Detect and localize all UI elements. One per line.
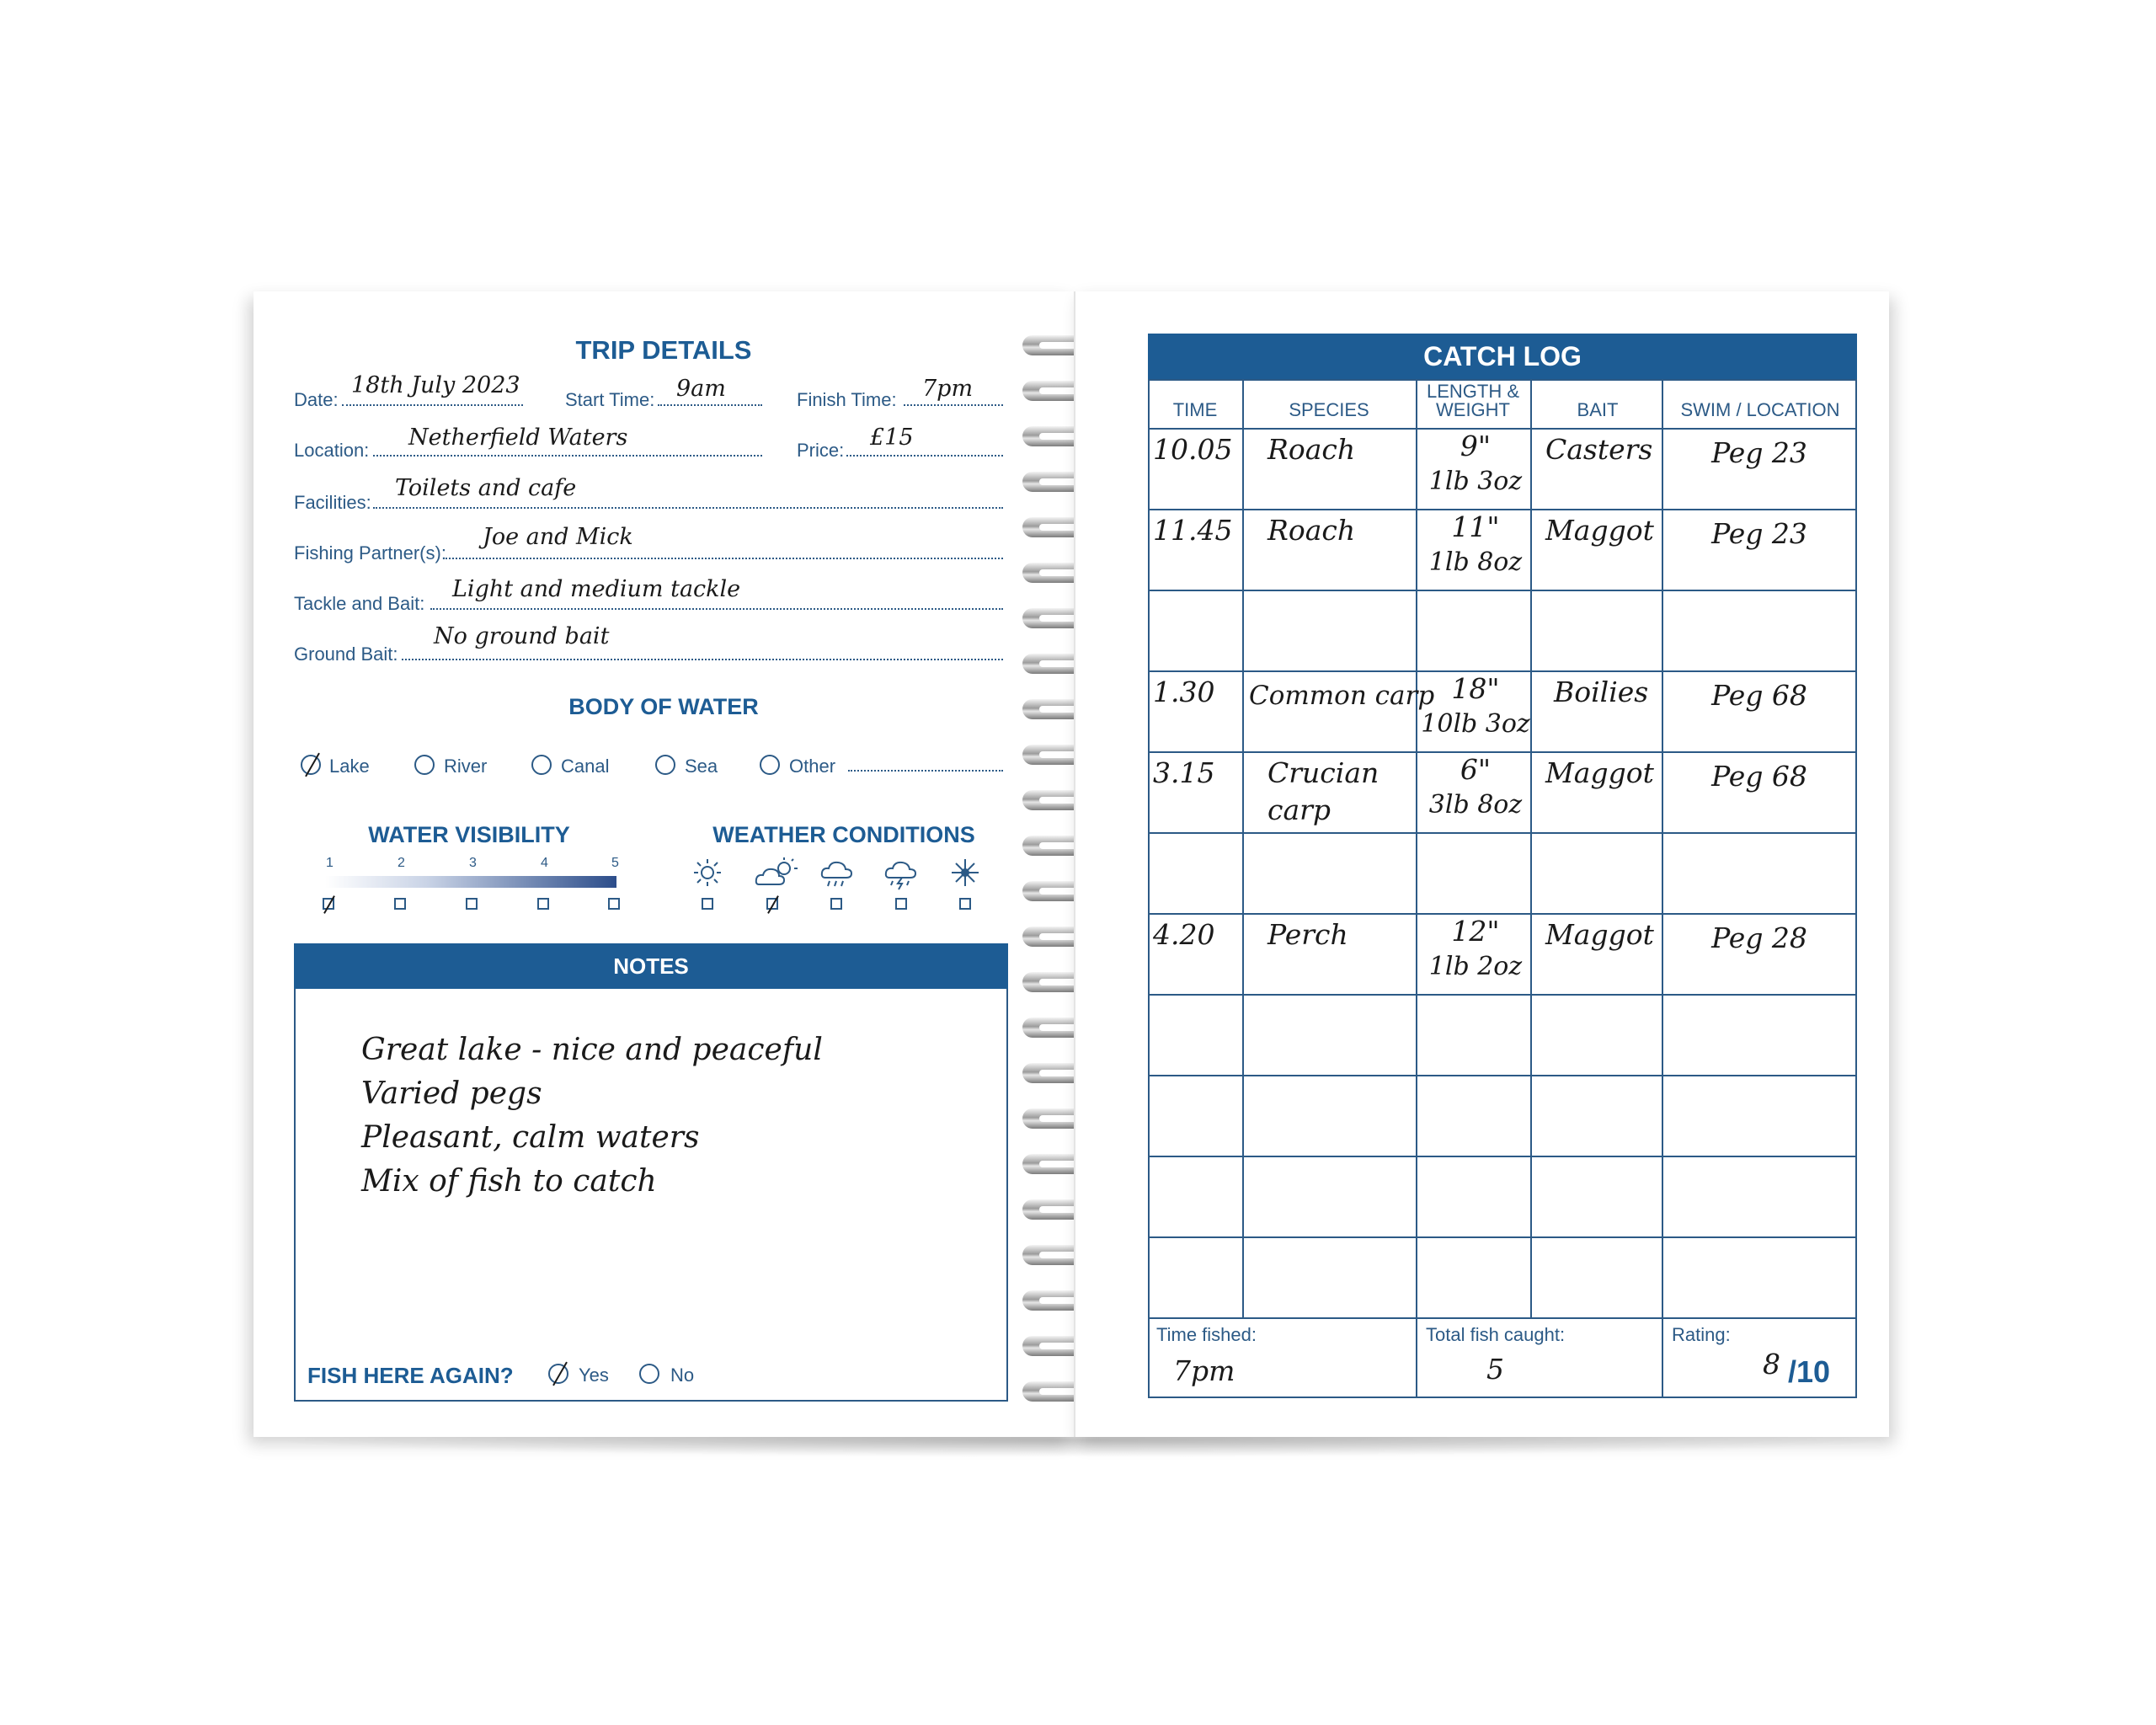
time-fished-label: Time fished: — [1156, 1324, 1257, 1345]
other-label: Other — [789, 756, 836, 777]
ground-bait-line — [402, 659, 1003, 660]
date-line — [342, 404, 523, 406]
right-page — [1074, 291, 1889, 1437]
row-7-weight[interactable]: 1lb 2oz — [1428, 952, 1523, 981]
row-7-species[interactable]: Perch — [1267, 918, 1348, 951]
row-1-length[interactable]: 9" — [1460, 430, 1492, 462]
row-5-swim[interactable]: Peg 68 — [1711, 760, 1807, 793]
header-swim-location: SWIM / LOCATION — [1680, 399, 1840, 420]
notes-line-3: Pleasant, calm waters — [361, 1120, 700, 1155]
row-7-time[interactable]: 4.20 — [1153, 918, 1215, 951]
sun-cloud-icon — [754, 857, 799, 888]
visibility-checkbox-4[interactable] — [537, 898, 549, 910]
visibility-scale-5: 5 — [611, 856, 619, 870]
weather-checkbox-5[interactable] — [959, 898, 971, 910]
row-divider — [1148, 1236, 1857, 1238]
start-time-value[interactable]: 9am — [676, 376, 726, 402]
total-fish-label: Total fish caught: — [1426, 1324, 1566, 1345]
header-time: TIME — [1172, 399, 1218, 420]
price-value[interactable]: £15 — [870, 425, 914, 451]
row-7-swim[interactable]: Peg 28 — [1711, 921, 1807, 954]
partners-line — [446, 558, 1003, 559]
start-time-line — [658, 404, 762, 406]
water-visibility-title: WATER VISIBILITY — [368, 822, 570, 847]
trip-details-title: TRIP DETAILS — [575, 335, 752, 365]
row-4-length[interactable]: 18" — [1451, 672, 1500, 705]
lake-label: Lake — [329, 756, 370, 777]
rating-label: Rating: — [1672, 1324, 1731, 1345]
visibility-gradient-bar — [325, 876, 616, 888]
visibility-checkbox-2[interactable] — [394, 898, 406, 910]
tackle-value[interactable]: Light and medium tackle — [452, 576, 741, 602]
partners-label: Fishing Partner(s): — [294, 542, 446, 563]
weather-checkbox-3[interactable] — [830, 898, 842, 910]
row-4-weight[interactable]: 10lb 3oz — [1421, 709, 1530, 739]
sea-label: Sea — [685, 756, 718, 777]
visibility-scale-2: 2 — [398, 856, 405, 870]
location-value[interactable]: Netherfield Waters — [408, 425, 628, 451]
row-1-weight[interactable]: 1lb 3oz — [1428, 467, 1523, 496]
partners-value[interactable]: Joe and Mick — [483, 524, 633, 550]
row-1-bait[interactable]: Casters — [1545, 433, 1653, 466]
visibility-scale-4: 4 — [541, 856, 548, 870]
visibility-checkbox-1[interactable] — [323, 898, 334, 910]
column-divider — [1242, 379, 1244, 1317]
sun-icon — [692, 857, 723, 888]
ground-bait-label: Ground Bait: — [294, 644, 398, 665]
finish-time-label: Finish Time: — [797, 389, 897, 410]
visibility-checkbox-3[interactable] — [466, 898, 478, 910]
weather-checkbox-2[interactable] — [766, 898, 778, 910]
left-page — [253, 291, 1074, 1437]
row-5-bait[interactable]: Maggot — [1545, 756, 1654, 789]
notes-line-2: Varied pegs — [361, 1076, 542, 1111]
other-line — [848, 770, 1003, 772]
column-divider — [1530, 379, 1532, 1317]
checked-mark — [305, 753, 320, 777]
row-1-time[interactable]: 10.05 — [1153, 433, 1233, 466]
column-divider — [1416, 379, 1417, 1398]
fish-again-yes-radio[interactable] — [548, 1364, 568, 1384]
row-divider — [1148, 832, 1857, 834]
fish-again-yes-label: Yes — [579, 1365, 609, 1386]
row-5-species-line-2[interactable]: carp — [1267, 793, 1331, 826]
row-7-length[interactable]: 12" — [1451, 915, 1500, 948]
row-2-length[interactable]: 11" — [1451, 510, 1500, 543]
row-4-species[interactable]: Common carp — [1249, 681, 1435, 711]
location-line — [373, 455, 762, 457]
header-species: SPECIES — [1289, 399, 1369, 420]
catch-log-title: CATCH LOG — [1148, 334, 1857, 379]
row-2-weight[interactable]: 1lb 8oz — [1428, 547, 1523, 577]
lake-radio[interactable] — [301, 755, 321, 775]
row-5-weight[interactable]: 3lb 8oz — [1428, 790, 1523, 820]
row-divider — [1148, 1156, 1857, 1157]
rating-value[interactable]: 8 — [1763, 1348, 1780, 1381]
canal-radio[interactable] — [531, 755, 552, 775]
storm-cloud-icon — [883, 857, 917, 891]
canal-label: Canal — [561, 756, 610, 777]
row-2-time[interactable]: 11.45 — [1153, 514, 1233, 547]
row-1-species[interactable]: Roach — [1267, 433, 1356, 466]
visibility-scale-3: 3 — [469, 856, 477, 870]
visibility-scale-1: 1 — [326, 856, 334, 870]
facilities-label: Facilities: — [294, 492, 371, 513]
location-label: Location: — [294, 440, 370, 461]
snow-icon — [950, 857, 980, 888]
finish-time-value[interactable]: 7pm — [922, 376, 974, 402]
row-4-time[interactable]: 1.30 — [1153, 676, 1215, 708]
header-bait: BAIT — [1577, 399, 1619, 420]
fish-again-no-label: No — [670, 1365, 695, 1386]
header-length-weight: LENGTH & WEIGHT — [1426, 381, 1520, 420]
weather-conditions-title: WEATHER CONDITIONS — [712, 822, 975, 847]
river-radio[interactable] — [414, 755, 435, 775]
other-radio[interactable] — [760, 755, 780, 775]
price-label: Price: — [797, 440, 845, 461]
notes-line-4: Mix of fish to catch — [361, 1164, 657, 1199]
fish-here-again-label: FISH HERE AGAIN? — [307, 1363, 514, 1388]
body-of-water-title: BODY OF WATER — [568, 694, 759, 719]
date-label: Date: — [294, 389, 339, 410]
river-label: River — [444, 756, 488, 777]
tackle-line — [430, 608, 1003, 610]
finish-time-line — [904, 404, 1003, 406]
row-2-bait[interactable]: Maggot — [1545, 514, 1654, 547]
checked-mark — [323, 895, 335, 914]
row-4-swim[interactable]: Peg 68 — [1711, 679, 1807, 712]
row-5-species-line-1[interactable]: Crucian — [1267, 756, 1380, 789]
rain-cloud-icon — [819, 857, 853, 891]
row-4-bait[interactable]: Boilies — [1554, 676, 1649, 708]
ground-bait-value[interactable]: No ground bait — [434, 623, 610, 649]
notes-header: NOTES — [294, 943, 1008, 989]
checked-mark — [767, 895, 779, 914]
row-divider — [1148, 590, 1857, 591]
facilities-line — [373, 507, 1003, 509]
rating-suffix: /10 — [1788, 1354, 1831, 1389]
date-value[interactable]: 18th July 2023 — [351, 372, 520, 398]
sea-radio[interactable] — [655, 755, 675, 775]
total-fish-value[interactable]: 5 — [1486, 1353, 1504, 1386]
start-time-label: Start Time: — [565, 389, 655, 410]
row-5-time[interactable]: 3.15 — [1153, 756, 1215, 789]
row-1-swim[interactable]: Peg 23 — [1711, 436, 1807, 469]
notes-line-1: Great lake - nice and peaceful — [361, 1033, 823, 1067]
weather-checkbox-4[interactable] — [895, 898, 907, 910]
facilities-value[interactable]: Toilets and cafe — [395, 475, 577, 501]
row-7-bait[interactable]: Maggot — [1545, 918, 1654, 951]
time-fished-value[interactable]: 7pm — [1173, 1354, 1235, 1387]
row-2-swim[interactable]: Peg 23 — [1711, 517, 1807, 550]
weather-checkbox-1[interactable] — [702, 898, 713, 910]
price-line — [846, 455, 1003, 457]
row-5-length[interactable]: 6" — [1460, 753, 1492, 786]
row-2-species[interactable]: Roach — [1267, 514, 1356, 547]
row-divider — [1148, 1075, 1857, 1076]
visibility-checkbox-5[interactable] — [608, 898, 620, 910]
row-divider — [1148, 1317, 1857, 1319]
fish-again-no-radio[interactable] — [639, 1364, 659, 1384]
tackle-label: Tackle and Bait: — [294, 593, 425, 614]
row-divider — [1148, 994, 1857, 996]
